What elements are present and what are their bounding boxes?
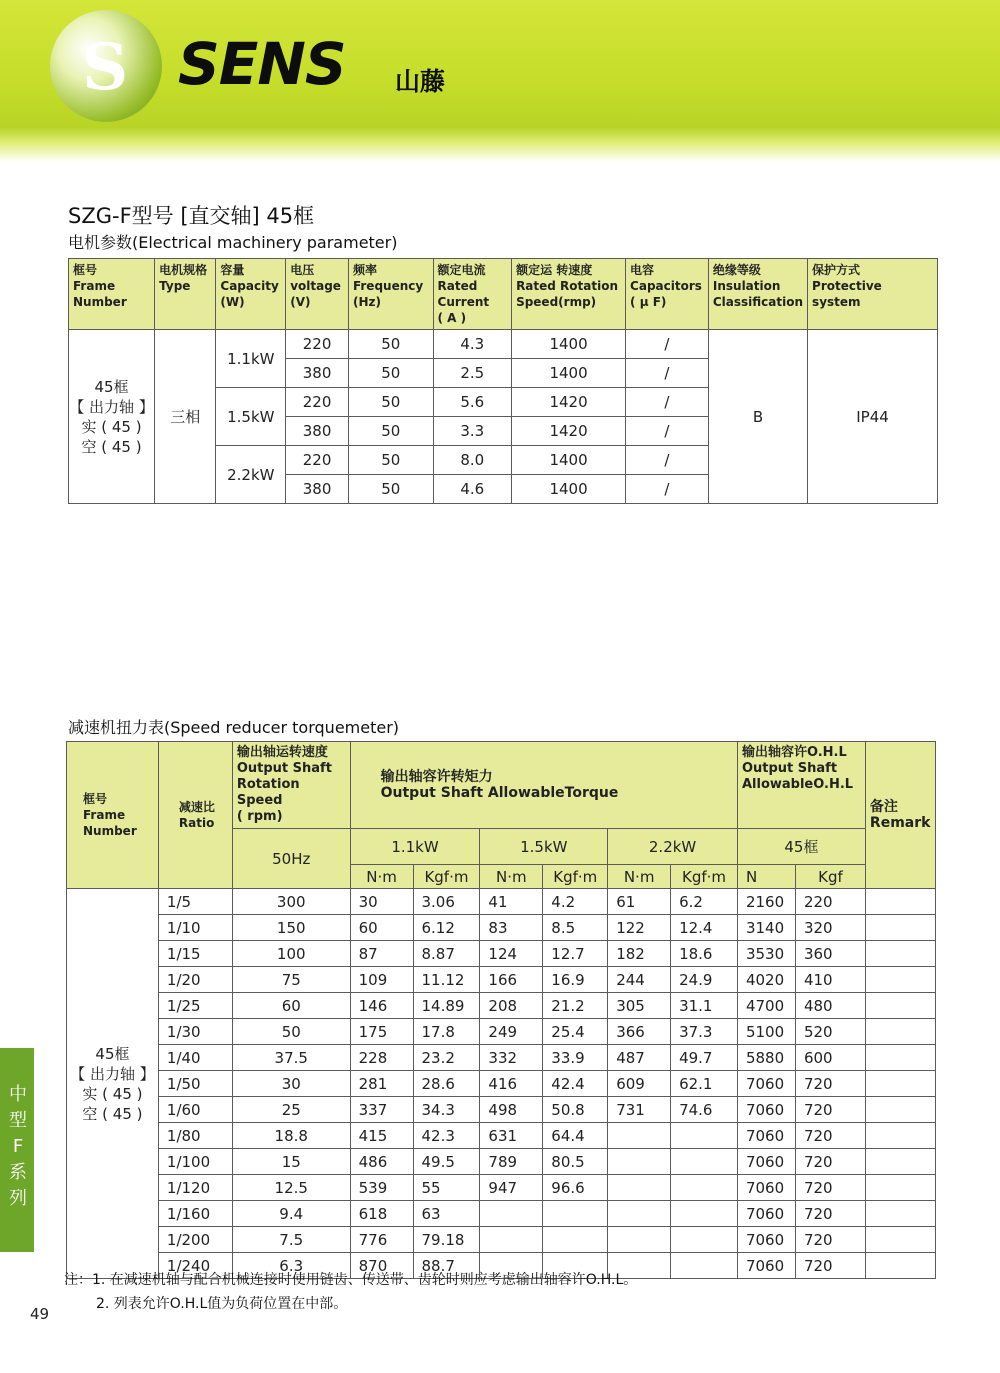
value-cell: 12.7 — [543, 941, 608, 967]
value-cell: 337 — [350, 1097, 413, 1123]
remark-cell — [865, 889, 935, 915]
value-cell — [671, 1227, 738, 1253]
ratio-cell: 1/240 — [158, 1253, 232, 1279]
value-cell: 520 — [795, 1019, 865, 1045]
value-cell: 539 — [350, 1175, 413, 1201]
value-cell: 789 — [480, 1149, 543, 1175]
header-ohl-frame: 45框 — [737, 829, 865, 865]
ratio-cell: 1/15 — [158, 941, 232, 967]
value-cell: 870 — [350, 1253, 413, 1279]
value-cell: 7060 — [737, 1227, 795, 1253]
value-cell: 62.1 — [671, 1071, 738, 1097]
value-cell: 7060 — [737, 1201, 795, 1227]
current-cell: 2.5 — [433, 359, 512, 388]
voltage-cell: 380 — [286, 417, 349, 446]
value-cell: 60 — [350, 915, 413, 941]
remark-cell — [865, 1123, 935, 1149]
unit-cell: Kgf — [795, 865, 865, 889]
header-voltage: 电压 voltage (V) — [286, 259, 349, 330]
ratio-cell: 1/30 — [158, 1019, 232, 1045]
capacity-cell: 1.5kW — [216, 388, 286, 446]
unit-cell: N·m — [480, 865, 543, 889]
voltage-cell: 220 — [286, 446, 349, 475]
value-cell: 42.3 — [413, 1123, 480, 1149]
value-cell — [608, 1123, 671, 1149]
value-cell: 5880 — [737, 1045, 795, 1071]
frequency-cell: 50 — [348, 388, 433, 417]
value-cell: 49.7 — [671, 1045, 738, 1071]
header-protection: 保护方式 Protective system — [808, 259, 938, 330]
value-cell: 416 — [480, 1071, 543, 1097]
header-frequency: 频率 Frequency (Hz) — [348, 259, 433, 330]
value-cell: 63 — [413, 1201, 480, 1227]
value-cell — [608, 1227, 671, 1253]
value-cell: 208 — [480, 993, 543, 1019]
speed-cell: 1400 — [512, 446, 626, 475]
remark-cell — [865, 915, 935, 941]
current-cell: 3.3 — [433, 417, 512, 446]
table-row — [67, 1149, 936, 1175]
value-cell: 281 — [350, 1071, 413, 1097]
ratio-cell: 1/80 — [158, 1123, 232, 1149]
value-cell: 87 — [350, 941, 413, 967]
ratio-cell: 1/25 — [158, 993, 232, 1019]
ratio-cell: 1/20 — [158, 967, 232, 993]
value-cell: 720 — [795, 1201, 865, 1227]
table-row — [67, 1201, 936, 1227]
speed-cell: 9.4 — [232, 1201, 350, 1227]
frequency-cell: 50 — [348, 417, 433, 446]
value-cell: 42.4 — [543, 1071, 608, 1097]
value-cell: 109 — [350, 967, 413, 993]
speed-cell: 60 — [232, 993, 350, 1019]
value-cell: 498 — [480, 1097, 543, 1123]
value-cell: 4020 — [737, 967, 795, 993]
torque-table-body — [67, 889, 936, 1279]
table-row — [67, 941, 936, 967]
value-cell: 720 — [795, 1071, 865, 1097]
value-cell: 731 — [608, 1097, 671, 1123]
value-cell — [608, 1149, 671, 1175]
value-cell: 23.2 — [413, 1045, 480, 1071]
brand-logo: SENS — [178, 30, 346, 98]
speed-cell: 15 — [232, 1149, 350, 1175]
ratio-cell: 1/50 — [158, 1071, 232, 1097]
torque-table-heading: 减速机扭力表(Speed reducer torquemeter) — [68, 718, 400, 737]
value-cell — [671, 1123, 738, 1149]
value-cell: 7060 — [737, 1123, 795, 1149]
table-row — [67, 1045, 936, 1071]
value-cell: 146 — [350, 993, 413, 1019]
speed-cell: 12.5 — [232, 1175, 350, 1201]
speed-cell: 30 — [232, 1071, 350, 1097]
unit-cell: N — [737, 865, 795, 889]
current-cell: 4.6 — [433, 475, 512, 504]
header-speed: 额定运 转速度 Rated Rotation Speed(rmp) — [512, 259, 626, 330]
capacitor-cell: / — [626, 359, 709, 388]
page-number: 49 — [30, 1305, 50, 1323]
electrical-params-table — [68, 258, 938, 504]
footnotes — [64, 1268, 637, 1316]
table-row — [67, 1019, 936, 1045]
header-capacitors: 电容 Capacitors ( μ F) — [626, 259, 709, 330]
value-cell: 947 — [480, 1175, 543, 1201]
speed-cell: 1420 — [512, 388, 626, 417]
capacitor-cell: / — [626, 330, 709, 359]
voltage-cell: 220 — [286, 388, 349, 417]
table-row — [67, 1123, 936, 1149]
header-power-1-5kw: 1.5kW — [480, 829, 608, 865]
speed-cell: 100 — [232, 941, 350, 967]
table-row — [67, 889, 936, 915]
value-cell: 600 — [795, 1045, 865, 1071]
voltage-cell: 380 — [286, 475, 349, 504]
value-cell: 2160 — [737, 889, 795, 915]
value-cell: 7060 — [737, 1175, 795, 1201]
frequency-cell: 50 — [348, 475, 433, 504]
value-cell: 80.5 — [543, 1149, 608, 1175]
capacity-cell: 2.2kW — [216, 446, 286, 504]
value-cell: 7060 — [737, 1097, 795, 1123]
model-title: SZG-F型号 [直交轴] 45框 — [68, 204, 315, 228]
value-cell: 31.1 — [671, 993, 738, 1019]
ratio-cell: 1/200 — [158, 1227, 232, 1253]
table-header-row — [67, 742, 936, 829]
value-cell: 33.9 — [543, 1045, 608, 1071]
value-cell: 7060 — [737, 1149, 795, 1175]
value-cell: 28.6 — [413, 1071, 480, 1097]
value-cell: 14.89 — [413, 993, 480, 1019]
value-cell: 18.6 — [671, 941, 738, 967]
ratio-cell: 1/40 — [158, 1045, 232, 1071]
speed-cell: 1400 — [512, 330, 626, 359]
value-cell: 7060 — [737, 1071, 795, 1097]
table-row — [67, 1071, 936, 1097]
unit-cell: N·m — [608, 865, 671, 889]
table-row — [67, 1097, 936, 1123]
capacitor-cell: / — [626, 446, 709, 475]
value-cell: 34.3 — [413, 1097, 480, 1123]
capacity-cell: 1.1kW — [216, 330, 286, 388]
value-cell: 720 — [795, 1175, 865, 1201]
value-cell: 50.8 — [543, 1097, 608, 1123]
value-cell: 3.06 — [413, 889, 480, 915]
value-cell — [671, 1253, 738, 1279]
remark-cell — [865, 993, 935, 1019]
header-stripe — [0, 128, 1000, 162]
value-cell: 487 — [608, 1045, 671, 1071]
note-2: 2. 列表允许O.H.L值为负荷位置在中部。 — [96, 1296, 348, 1312]
value-cell: 37.3 — [671, 1019, 738, 1045]
speed-cell: 50 — [232, 1019, 350, 1045]
speed-cell: 37.5 — [232, 1045, 350, 1071]
unit-cell: Kgf·m — [543, 865, 608, 889]
value-cell: 480 — [795, 993, 865, 1019]
header-frequency: 50Hz — [232, 829, 350, 889]
value-cell: 228 — [350, 1045, 413, 1071]
ratio-cell: 1/120 — [158, 1175, 232, 1201]
value-cell: 88.7 — [413, 1253, 480, 1279]
speed-cell: 300 — [232, 889, 350, 915]
value-cell: 720 — [795, 1253, 865, 1279]
table-row — [67, 967, 936, 993]
voltage-cell: 380 — [286, 359, 349, 388]
header-ratio: 减速比 Ratio — [158, 742, 232, 889]
value-cell: 41 — [480, 889, 543, 915]
speed-cell: 25 — [232, 1097, 350, 1123]
frame-cell: 45框 【 出力轴 】 实 ( 45 ) 空 ( 45 ) — [67, 889, 159, 1279]
capacitor-cell: / — [626, 388, 709, 417]
value-cell: 415 — [350, 1123, 413, 1149]
value-cell: 4.2 — [543, 889, 608, 915]
remark-cell — [865, 941, 935, 967]
value-cell: 486 — [350, 1149, 413, 1175]
value-cell: 74.6 — [671, 1097, 738, 1123]
ratio-cell: 1/10 — [158, 915, 232, 941]
value-cell: 3530 — [737, 941, 795, 967]
value-cell: 124 — [480, 941, 543, 967]
speed-cell: 1400 — [512, 359, 626, 388]
ratio-cell: 1/100 — [158, 1149, 232, 1175]
value-cell: 244 — [608, 967, 671, 993]
speed-cell: 1420 — [512, 417, 626, 446]
header-current: 额定电流 Rated Current ( A ) — [433, 259, 512, 330]
value-cell: 122 — [608, 915, 671, 941]
remark-cell — [865, 1097, 935, 1123]
brand-chinese-name: 山藤 — [395, 67, 446, 96]
value-cell — [480, 1201, 543, 1227]
header-output-speed: 输出轴运转速度 Output Shaft Rotation Speed ( rpm) — [232, 742, 350, 829]
remark-cell — [865, 1045, 935, 1071]
header-power-2-2kw: 2.2kW — [608, 829, 738, 865]
value-cell: 83 — [480, 915, 543, 941]
value-cell: 17.8 — [413, 1019, 480, 1045]
speed-cell: 6.3 — [232, 1253, 350, 1279]
frequency-cell: 50 — [348, 359, 433, 388]
unit-cell: Kgf·m — [671, 865, 738, 889]
capacitor-cell: / — [626, 475, 709, 504]
header-frame: 框号 Frame Number — [67, 742, 159, 889]
header-ohl: 输出轴容许O.H.L Output Shaft AllowableO.H.L — [737, 742, 865, 829]
value-cell: 182 — [608, 941, 671, 967]
value-cell: 4700 — [737, 993, 795, 1019]
value-cell: 410 — [795, 967, 865, 993]
value-cell: 175 — [350, 1019, 413, 1045]
value-cell: 16.9 — [543, 967, 608, 993]
value-cell: 6.2 — [671, 889, 738, 915]
speed-cell: 150 — [232, 915, 350, 941]
value-cell: 6.12 — [413, 915, 480, 941]
protection-cell: IP44 — [808, 330, 938, 504]
electrical-params-heading: 电机参数(Electrical machinery parameter) — [68, 233, 398, 252]
remark-cell — [865, 1201, 935, 1227]
current-cell: 8.0 — [433, 446, 512, 475]
value-cell — [543, 1227, 608, 1253]
header-power-1-1kw: 1.1kW — [350, 829, 480, 865]
value-cell: 11.12 — [413, 967, 480, 993]
type-cell: 三相 — [155, 330, 216, 504]
frequency-cell: 50 — [348, 330, 433, 359]
header-frame: 框号 Frame Number — [69, 259, 155, 330]
table-header-row — [69, 259, 938, 330]
value-cell: 220 — [795, 889, 865, 915]
value-cell: 249 — [480, 1019, 543, 1045]
value-cell: 64.4 — [543, 1123, 608, 1149]
table-row — [67, 915, 936, 941]
header-insulation: 绝缘等级 Insulation Classification — [708, 259, 807, 330]
value-cell: 5100 — [737, 1019, 795, 1045]
remark-cell — [865, 1071, 935, 1097]
remark-cell — [865, 967, 935, 993]
value-cell: 7060 — [737, 1253, 795, 1279]
current-cell: 4.3 — [433, 330, 512, 359]
table-row — [67, 993, 936, 1019]
value-cell: 8.87 — [413, 941, 480, 967]
value-cell: 30 — [350, 889, 413, 915]
value-cell — [543, 1201, 608, 1227]
speed-cell: 1400 — [512, 475, 626, 504]
header-type: 电机规格 Type — [155, 259, 216, 330]
header-allowable-torque: 输出轴容许转矩力 Output Shaft AllowableTorque — [350, 742, 737, 829]
capacitor-cell: / — [626, 417, 709, 446]
value-cell — [671, 1201, 738, 1227]
value-cell: 320 — [795, 915, 865, 941]
value-cell: 8.5 — [543, 915, 608, 941]
value-cell: 776 — [350, 1227, 413, 1253]
remark-cell — [865, 1227, 935, 1253]
table-row — [67, 1227, 936, 1253]
unit-cell: N·m — [350, 865, 413, 889]
value-cell: 366 — [608, 1019, 671, 1045]
header-capacity: 容量 Capacity (W) — [216, 259, 286, 330]
value-cell: 21.2 — [543, 993, 608, 1019]
table-row — [67, 1175, 936, 1201]
ratio-cell: 1/5 — [158, 889, 232, 915]
frequency-cell: 50 — [348, 446, 433, 475]
ratio-cell: 1/160 — [158, 1201, 232, 1227]
torque-table — [66, 741, 936, 1279]
value-cell: 720 — [795, 1123, 865, 1149]
voltage-cell: 220 — [286, 330, 349, 359]
value-cell: 12.4 — [671, 915, 738, 941]
value-cell: 55 — [413, 1175, 480, 1201]
frame-cell: 45框 【 出力轴 】 实 ( 45 ) 空 ( 45 ) — [69, 330, 155, 504]
value-cell: 720 — [795, 1227, 865, 1253]
value-cell: 61 — [608, 889, 671, 915]
ratio-cell: 1/60 — [158, 1097, 232, 1123]
value-cell: 720 — [795, 1149, 865, 1175]
value-cell: 49.5 — [413, 1149, 480, 1175]
value-cell: 96.6 — [543, 1175, 608, 1201]
speed-cell: 75 — [232, 967, 350, 993]
value-cell: 25.4 — [543, 1019, 608, 1045]
value-cell — [671, 1149, 738, 1175]
value-cell: 166 — [480, 967, 543, 993]
value-cell: 631 — [480, 1123, 543, 1149]
value-cell: 24.9 — [671, 967, 738, 993]
value-cell: 79.18 — [413, 1227, 480, 1253]
value-cell: 720 — [795, 1097, 865, 1123]
header-remark: 备注 Remark — [865, 742, 935, 889]
current-cell: 5.6 — [433, 388, 512, 417]
value-cell — [671, 1175, 738, 1201]
logo-emblem-letter: S — [82, 30, 129, 105]
value-cell — [608, 1175, 671, 1201]
remark-cell — [865, 1019, 935, 1045]
speed-cell: 18.8 — [232, 1123, 350, 1149]
series-side-tab-label: 中 型 F 系 列 — [9, 1084, 27, 1209]
value-cell: 609 — [608, 1071, 671, 1097]
value-cell — [608, 1201, 671, 1227]
remark-cell — [865, 1149, 935, 1175]
speed-cell: 7.5 — [232, 1227, 350, 1253]
value-cell: 3140 — [737, 915, 795, 941]
value-cell: 305 — [608, 993, 671, 1019]
value-cell: 332 — [480, 1045, 543, 1071]
note-1: 注：1. 在减速机轴与配合机械连接时使用链齿、传送带、齿轮时则应考虑输出轴容许O.H.L。 — [64, 1272, 638, 1288]
value-cell: 360 — [795, 941, 865, 967]
value-cell — [480, 1227, 543, 1253]
value-cell: 618 — [350, 1201, 413, 1227]
unit-cell: Kgf·m — [413, 865, 480, 889]
insulation-cell: B — [708, 330, 807, 504]
remark-cell — [865, 1253, 935, 1279]
remark-cell — [865, 1175, 935, 1201]
table-row — [69, 330, 938, 359]
